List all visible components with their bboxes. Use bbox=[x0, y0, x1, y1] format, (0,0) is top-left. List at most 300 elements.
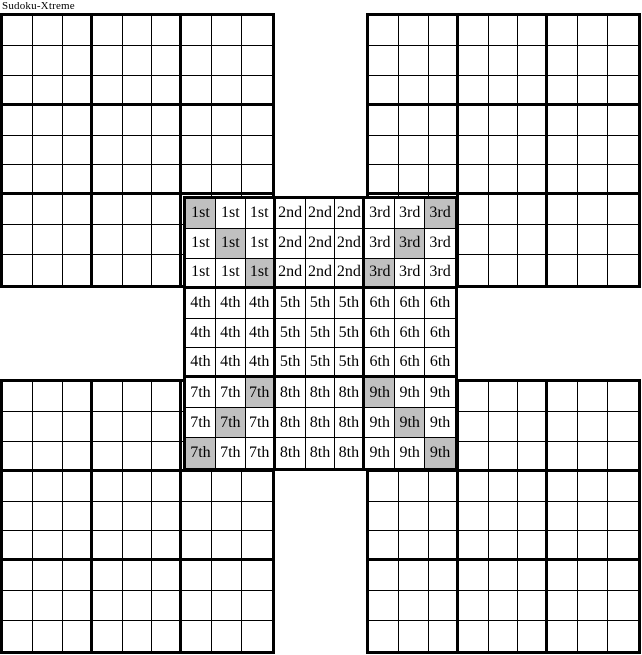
central-grid-cell-box-3[interactable]: 3rd bbox=[365, 229, 395, 259]
empty-puzzle-cell[interactable] bbox=[123, 106, 153, 136]
empty-puzzle-cell[interactable] bbox=[3, 621, 33, 651]
empty-puzzle-cell[interactable] bbox=[3, 46, 33, 76]
empty-puzzle-cell[interactable] bbox=[63, 106, 93, 136]
empty-puzzle-cell[interactable] bbox=[212, 46, 242, 76]
empty-puzzle-cell[interactable] bbox=[152, 502, 182, 532]
empty-puzzle-cell[interactable] bbox=[369, 561, 399, 591]
empty-puzzle-cell[interactable] bbox=[123, 531, 153, 561]
empty-puzzle-cell[interactable] bbox=[123, 76, 153, 106]
empty-puzzle-cell[interactable] bbox=[548, 76, 578, 106]
empty-puzzle-cell[interactable] bbox=[578, 195, 608, 225]
empty-puzzle-cell[interactable] bbox=[63, 16, 93, 46]
empty-puzzle-cell[interactable] bbox=[608, 255, 638, 285]
empty-puzzle-cell[interactable] bbox=[608, 106, 638, 136]
empty-puzzle-cell[interactable] bbox=[93, 472, 123, 502]
empty-puzzle-cell[interactable] bbox=[33, 136, 63, 166]
central-grid-cell-box-5[interactable]: 5th bbox=[276, 289, 306, 319]
empty-puzzle-cell[interactable] bbox=[182, 165, 212, 195]
central-grid-shaded-diagonal-cell[interactable]: 9th bbox=[365, 378, 395, 408]
empty-puzzle-cell[interactable] bbox=[242, 46, 272, 76]
empty-puzzle-cell[interactable] bbox=[459, 531, 489, 561]
empty-puzzle-cell[interactable] bbox=[489, 195, 519, 225]
central-grid-cell-box-5[interactable]: 5th bbox=[306, 289, 336, 319]
central-grid-cell-box-7[interactable]: 7th bbox=[246, 438, 276, 468]
empty-puzzle-cell[interactable] bbox=[489, 382, 519, 412]
empty-puzzle-cell[interactable] bbox=[33, 442, 63, 472]
empty-puzzle-cell[interactable] bbox=[152, 472, 182, 502]
empty-puzzle-cell[interactable] bbox=[608, 472, 638, 502]
empty-puzzle-cell[interactable] bbox=[3, 442, 33, 472]
empty-puzzle-cell[interactable] bbox=[242, 502, 272, 532]
central-grid-cell-box-8[interactable]: 8th bbox=[276, 408, 306, 438]
empty-puzzle-cell[interactable] bbox=[152, 412, 182, 442]
central-grid-shaded-diagonal-cell[interactable]: 3rd bbox=[425, 199, 455, 229]
central-grid-cell-box-6[interactable]: 6th bbox=[425, 289, 455, 319]
empty-puzzle-cell[interactable] bbox=[429, 531, 459, 561]
central-grid-shaded-diagonal-cell[interactable]: 7th bbox=[216, 408, 246, 438]
empty-puzzle-cell[interactable] bbox=[93, 46, 123, 76]
empty-puzzle-cell[interactable] bbox=[548, 382, 578, 412]
empty-puzzle-cell[interactable] bbox=[578, 76, 608, 106]
empty-puzzle-cell[interactable] bbox=[399, 591, 429, 621]
central-grid-shaded-diagonal-cell[interactable]: 9th bbox=[425, 438, 455, 468]
empty-puzzle-cell[interactable] bbox=[242, 106, 272, 136]
central-grid-cell-box-2[interactable]: 2nd bbox=[276, 259, 306, 289]
empty-puzzle-cell[interactable] bbox=[578, 561, 608, 591]
empty-puzzle-cell[interactable] bbox=[459, 502, 489, 532]
empty-puzzle-cell[interactable] bbox=[489, 412, 519, 442]
central-grid-cell-box-5[interactable]: 5th bbox=[335, 348, 365, 378]
empty-puzzle-cell[interactable] bbox=[152, 621, 182, 651]
empty-puzzle-cell[interactable] bbox=[33, 165, 63, 195]
central-grid-cell-box-8[interactable]: 8th bbox=[276, 378, 306, 408]
central-grid-shaded-diagonal-cell[interactable]: 7th bbox=[246, 378, 276, 408]
empty-puzzle-cell[interactable] bbox=[63, 442, 93, 472]
empty-puzzle-cell[interactable] bbox=[93, 165, 123, 195]
empty-puzzle-cell[interactable] bbox=[63, 255, 93, 285]
central-grid-cell-box-6[interactable]: 6th bbox=[365, 348, 395, 378]
empty-puzzle-cell[interactable] bbox=[578, 46, 608, 76]
empty-puzzle-cell[interactable] bbox=[33, 16, 63, 46]
empty-puzzle-cell[interactable] bbox=[518, 621, 548, 651]
empty-puzzle-cell[interactable] bbox=[152, 76, 182, 106]
empty-puzzle-cell[interactable] bbox=[152, 136, 182, 166]
empty-puzzle-cell[interactable] bbox=[548, 502, 578, 532]
empty-puzzle-cell[interactable] bbox=[608, 46, 638, 76]
empty-puzzle-cell[interactable] bbox=[3, 382, 33, 412]
empty-puzzle-cell[interactable] bbox=[399, 76, 429, 106]
empty-puzzle-cell[interactable] bbox=[578, 136, 608, 166]
empty-puzzle-cell[interactable] bbox=[369, 591, 399, 621]
empty-puzzle-cell[interactable] bbox=[608, 561, 638, 591]
empty-puzzle-cell[interactable] bbox=[608, 412, 638, 442]
empty-puzzle-cell[interactable] bbox=[93, 195, 123, 225]
central-grid-cell-box-1[interactable]: 1st bbox=[246, 229, 276, 259]
central-grid-cell-box-4[interactable]: 4th bbox=[246, 289, 276, 319]
empty-puzzle-cell[interactable] bbox=[33, 531, 63, 561]
central-grid-cell-box-9[interactable]: 9th bbox=[395, 378, 425, 408]
empty-puzzle-cell[interactable] bbox=[182, 136, 212, 166]
empty-puzzle-cell[interactable] bbox=[518, 16, 548, 46]
central-grid-cell-box-3[interactable]: 3rd bbox=[365, 199, 395, 229]
central-grid-cell-box-8[interactable]: 8th bbox=[335, 378, 365, 408]
empty-puzzle-cell[interactable] bbox=[242, 591, 272, 621]
empty-puzzle-cell[interactable] bbox=[369, 106, 399, 136]
empty-puzzle-cell[interactable] bbox=[489, 76, 519, 106]
central-grid-cell-box-2[interactable]: 2nd bbox=[306, 259, 336, 289]
empty-puzzle-cell[interactable] bbox=[518, 136, 548, 166]
empty-puzzle-cell[interactable] bbox=[459, 412, 489, 442]
central-grid-cell-box-5[interactable]: 5th bbox=[306, 319, 336, 349]
empty-puzzle-cell[interactable] bbox=[548, 225, 578, 255]
central-grid-cell-box-2[interactable]: 2nd bbox=[306, 199, 336, 229]
central-grid-cell-box-2[interactable]: 2nd bbox=[276, 229, 306, 259]
empty-puzzle-cell[interactable] bbox=[3, 225, 33, 255]
empty-puzzle-cell[interactable] bbox=[459, 16, 489, 46]
empty-puzzle-cell[interactable] bbox=[93, 136, 123, 166]
empty-puzzle-cell[interactable] bbox=[578, 472, 608, 502]
empty-puzzle-cell[interactable] bbox=[212, 76, 242, 106]
empty-puzzle-cell[interactable] bbox=[578, 621, 608, 651]
central-grid-cell-box-8[interactable]: 8th bbox=[306, 408, 336, 438]
empty-puzzle-cell[interactable] bbox=[399, 502, 429, 532]
central-grid-shaded-diagonal-cell[interactable]: 9th bbox=[395, 408, 425, 438]
empty-puzzle-cell[interactable] bbox=[33, 106, 63, 136]
empty-puzzle-cell[interactable] bbox=[459, 136, 489, 166]
empty-puzzle-cell[interactable] bbox=[242, 76, 272, 106]
empty-puzzle-cell[interactable] bbox=[608, 502, 638, 532]
empty-puzzle-cell[interactable] bbox=[33, 621, 63, 651]
central-grid-cell-box-9[interactable]: 9th bbox=[365, 438, 395, 468]
empty-puzzle-cell[interactable] bbox=[33, 412, 63, 442]
empty-puzzle-cell[interactable] bbox=[63, 561, 93, 591]
empty-puzzle-cell[interactable] bbox=[548, 412, 578, 442]
empty-puzzle-cell[interactable] bbox=[242, 561, 272, 591]
empty-puzzle-cell[interactable] bbox=[578, 412, 608, 442]
empty-puzzle-cell[interactable] bbox=[3, 106, 33, 136]
empty-puzzle-cell[interactable] bbox=[242, 472, 272, 502]
empty-puzzle-cell[interactable] bbox=[152, 531, 182, 561]
empty-puzzle-cell[interactable] bbox=[459, 442, 489, 472]
empty-puzzle-cell[interactable] bbox=[369, 46, 399, 76]
empty-puzzle-cell[interactable] bbox=[63, 531, 93, 561]
empty-puzzle-cell[interactable] bbox=[489, 561, 519, 591]
empty-puzzle-cell[interactable] bbox=[182, 531, 212, 561]
empty-puzzle-cell[interactable] bbox=[33, 225, 63, 255]
central-grid-cell-box-9[interactable]: 9th bbox=[425, 378, 455, 408]
empty-puzzle-cell[interactable] bbox=[3, 165, 33, 195]
empty-puzzle-cell[interactable] bbox=[518, 255, 548, 285]
empty-puzzle-cell[interactable] bbox=[63, 136, 93, 166]
empty-puzzle-cell[interactable] bbox=[3, 561, 33, 591]
empty-puzzle-cell[interactable] bbox=[608, 225, 638, 255]
empty-puzzle-cell[interactable] bbox=[578, 106, 608, 136]
empty-puzzle-cell[interactable] bbox=[518, 531, 548, 561]
central-grid-cell-box-4[interactable]: 4th bbox=[186, 319, 216, 349]
empty-puzzle-cell[interactable] bbox=[212, 591, 242, 621]
empty-puzzle-cell[interactable] bbox=[152, 46, 182, 76]
empty-puzzle-cell[interactable] bbox=[242, 621, 272, 651]
empty-puzzle-cell[interactable] bbox=[93, 502, 123, 532]
empty-puzzle-cell[interactable] bbox=[489, 16, 519, 46]
empty-puzzle-cell[interactable] bbox=[608, 76, 638, 106]
empty-puzzle-cell[interactable] bbox=[3, 531, 33, 561]
empty-puzzle-cell[interactable] bbox=[518, 472, 548, 502]
empty-puzzle-cell[interactable] bbox=[63, 76, 93, 106]
empty-puzzle-cell[interactable] bbox=[489, 472, 519, 502]
empty-puzzle-cell[interactable] bbox=[608, 16, 638, 46]
empty-puzzle-cell[interactable] bbox=[459, 621, 489, 651]
empty-puzzle-cell[interactable] bbox=[93, 16, 123, 46]
empty-puzzle-cell[interactable] bbox=[489, 106, 519, 136]
empty-puzzle-cell[interactable] bbox=[399, 531, 429, 561]
empty-puzzle-cell[interactable] bbox=[93, 382, 123, 412]
empty-puzzle-cell[interactable] bbox=[489, 591, 519, 621]
empty-puzzle-cell[interactable] bbox=[33, 591, 63, 621]
empty-puzzle-cell[interactable] bbox=[608, 195, 638, 225]
empty-puzzle-cell[interactable] bbox=[518, 46, 548, 76]
empty-puzzle-cell[interactable] bbox=[93, 531, 123, 561]
empty-puzzle-cell[interactable] bbox=[489, 502, 519, 532]
empty-puzzle-cell[interactable] bbox=[429, 106, 459, 136]
empty-puzzle-cell[interactable] bbox=[182, 561, 212, 591]
empty-puzzle-cell[interactable] bbox=[548, 106, 578, 136]
empty-puzzle-cell[interactable] bbox=[518, 76, 548, 106]
central-grid-cell-box-4[interactable]: 4th bbox=[216, 289, 246, 319]
empty-puzzle-cell[interactable] bbox=[152, 16, 182, 46]
central-grid-cell-box-7[interactable]: 7th bbox=[246, 408, 276, 438]
empty-puzzle-cell[interactable] bbox=[3, 76, 33, 106]
empty-puzzle-cell[interactable] bbox=[548, 531, 578, 561]
empty-puzzle-cell[interactable] bbox=[578, 16, 608, 46]
empty-puzzle-cell[interactable] bbox=[518, 225, 548, 255]
empty-puzzle-cell[interactable] bbox=[518, 382, 548, 412]
empty-puzzle-cell[interactable] bbox=[608, 382, 638, 412]
empty-puzzle-cell[interactable] bbox=[459, 591, 489, 621]
empty-puzzle-cell[interactable] bbox=[123, 136, 153, 166]
central-grid-cell-box-5[interactable]: 5th bbox=[335, 289, 365, 319]
empty-puzzle-cell[interactable] bbox=[3, 412, 33, 442]
empty-puzzle-cell[interactable] bbox=[489, 165, 519, 195]
empty-puzzle-cell[interactable] bbox=[429, 502, 459, 532]
empty-puzzle-cell[interactable] bbox=[3, 472, 33, 502]
empty-puzzle-cell[interactable] bbox=[33, 46, 63, 76]
empty-puzzle-cell[interactable] bbox=[429, 46, 459, 76]
empty-puzzle-cell[interactable] bbox=[399, 621, 429, 651]
empty-puzzle-cell[interactable] bbox=[489, 442, 519, 472]
central-grid-cell-box-9[interactable]: 9th bbox=[425, 408, 455, 438]
empty-puzzle-cell[interactable] bbox=[63, 472, 93, 502]
central-grid-cell-box-8[interactable]: 8th bbox=[306, 438, 336, 468]
central-grid-cell-box-6[interactable]: 6th bbox=[365, 289, 395, 319]
central-grid-cell-box-5[interactable]: 5th bbox=[335, 319, 365, 349]
empty-puzzle-cell[interactable] bbox=[548, 165, 578, 195]
empty-puzzle-cell[interactable] bbox=[123, 165, 153, 195]
empty-puzzle-cell[interactable] bbox=[369, 621, 399, 651]
empty-puzzle-cell[interactable] bbox=[459, 561, 489, 591]
empty-puzzle-cell[interactable] bbox=[63, 621, 93, 651]
central-grid-shaded-diagonal-cell[interactable]: 1st bbox=[216, 229, 246, 259]
empty-puzzle-cell[interactable] bbox=[459, 195, 489, 225]
empty-puzzle-cell[interactable] bbox=[399, 106, 429, 136]
empty-puzzle-cell[interactable] bbox=[33, 561, 63, 591]
empty-puzzle-cell[interactable] bbox=[63, 502, 93, 532]
empty-puzzle-cell[interactable] bbox=[63, 195, 93, 225]
empty-puzzle-cell[interactable] bbox=[518, 591, 548, 621]
empty-puzzle-cell[interactable] bbox=[123, 621, 153, 651]
central-grid-cell-box-2[interactable]: 2nd bbox=[335, 199, 365, 229]
empty-puzzle-cell[interactable] bbox=[63, 591, 93, 621]
empty-puzzle-cell[interactable] bbox=[182, 76, 212, 106]
empty-puzzle-cell[interactable] bbox=[152, 382, 182, 412]
empty-puzzle-cell[interactable] bbox=[33, 502, 63, 532]
empty-puzzle-cell[interactable] bbox=[399, 165, 429, 195]
central-grid-cell-box-3[interactable]: 3rd bbox=[395, 259, 425, 289]
empty-puzzle-cell[interactable] bbox=[429, 591, 459, 621]
empty-puzzle-cell[interactable] bbox=[518, 412, 548, 442]
empty-puzzle-cell[interactable] bbox=[399, 561, 429, 591]
central-grid-cell-box-7[interactable]: 7th bbox=[216, 438, 246, 468]
empty-puzzle-cell[interactable] bbox=[182, 472, 212, 502]
empty-puzzle-cell[interactable] bbox=[518, 106, 548, 136]
empty-puzzle-cell[interactable] bbox=[578, 225, 608, 255]
empty-puzzle-cell[interactable] bbox=[242, 16, 272, 46]
empty-puzzle-cell[interactable] bbox=[429, 472, 459, 502]
empty-puzzle-cell[interactable] bbox=[578, 502, 608, 532]
empty-puzzle-cell[interactable] bbox=[93, 442, 123, 472]
central-grid-cell-box-7[interactable]: 7th bbox=[186, 378, 216, 408]
empty-puzzle-cell[interactable] bbox=[429, 16, 459, 46]
empty-puzzle-cell[interactable] bbox=[608, 591, 638, 621]
empty-puzzle-cell[interactable] bbox=[182, 591, 212, 621]
empty-puzzle-cell[interactable] bbox=[429, 76, 459, 106]
empty-puzzle-cell[interactable] bbox=[123, 46, 153, 76]
empty-puzzle-cell[interactable] bbox=[548, 46, 578, 76]
empty-puzzle-cell[interactable] bbox=[608, 442, 638, 472]
empty-puzzle-cell[interactable] bbox=[123, 382, 153, 412]
empty-puzzle-cell[interactable] bbox=[93, 621, 123, 651]
empty-puzzle-cell[interactable] bbox=[548, 255, 578, 285]
central-grid-cell-box-7[interactable]: 7th bbox=[216, 378, 246, 408]
central-grid-cell-box-8[interactable]: 8th bbox=[276, 438, 306, 468]
empty-puzzle-cell[interactable] bbox=[3, 502, 33, 532]
empty-puzzle-cell[interactable] bbox=[63, 382, 93, 412]
central-grid-cell-box-2[interactable]: 2nd bbox=[335, 259, 365, 289]
empty-puzzle-cell[interactable] bbox=[578, 255, 608, 285]
empty-puzzle-cell[interactable] bbox=[489, 531, 519, 561]
empty-puzzle-cell[interactable] bbox=[578, 531, 608, 561]
central-grid-cell-box-1[interactable]: 1st bbox=[246, 199, 276, 229]
empty-puzzle-cell[interactable] bbox=[459, 165, 489, 195]
central-grid-cell-box-4[interactable]: 4th bbox=[216, 319, 246, 349]
empty-puzzle-cell[interactable] bbox=[578, 165, 608, 195]
empty-puzzle-cell[interactable] bbox=[429, 561, 459, 591]
empty-puzzle-cell[interactable] bbox=[548, 561, 578, 591]
empty-puzzle-cell[interactable] bbox=[489, 136, 519, 166]
empty-puzzle-cell[interactable] bbox=[152, 225, 182, 255]
central-grid-cell-box-6[interactable]: 6th bbox=[395, 348, 425, 378]
empty-puzzle-cell[interactable] bbox=[63, 225, 93, 255]
empty-puzzle-cell[interactable] bbox=[459, 472, 489, 502]
empty-puzzle-cell[interactable] bbox=[3, 591, 33, 621]
empty-puzzle-cell[interactable] bbox=[182, 46, 212, 76]
central-grid-cell-box-6[interactable]: 6th bbox=[395, 289, 425, 319]
central-grid-cell-box-3[interactable]: 3rd bbox=[425, 229, 455, 259]
central-grid-shaded-diagonal-cell[interactable]: 3rd bbox=[365, 259, 395, 289]
empty-puzzle-cell[interactable] bbox=[608, 136, 638, 166]
empty-puzzle-cell[interactable] bbox=[123, 255, 153, 285]
empty-puzzle-cell[interactable] bbox=[93, 561, 123, 591]
empty-puzzle-cell[interactable] bbox=[3, 136, 33, 166]
empty-puzzle-cell[interactable] bbox=[3, 16, 33, 46]
empty-puzzle-cell[interactable] bbox=[399, 472, 429, 502]
central-grid-shaded-diagonal-cell[interactable]: 7th bbox=[186, 438, 216, 468]
empty-puzzle-cell[interactable] bbox=[429, 621, 459, 651]
empty-puzzle-cell[interactable] bbox=[152, 106, 182, 136]
empty-puzzle-cell[interactable] bbox=[518, 442, 548, 472]
empty-puzzle-cell[interactable] bbox=[578, 591, 608, 621]
empty-puzzle-cell[interactable] bbox=[518, 561, 548, 591]
empty-puzzle-cell[interactable] bbox=[212, 165, 242, 195]
empty-puzzle-cell[interactable] bbox=[182, 502, 212, 532]
empty-puzzle-cell[interactable] bbox=[152, 195, 182, 225]
central-grid-cell-box-8[interactable]: 8th bbox=[335, 408, 365, 438]
empty-puzzle-cell[interactable] bbox=[242, 531, 272, 561]
empty-puzzle-cell[interactable] bbox=[369, 165, 399, 195]
central-grid-cell-box-1[interactable]: 1st bbox=[216, 259, 246, 289]
empty-puzzle-cell[interactable] bbox=[63, 412, 93, 442]
empty-puzzle-cell[interactable] bbox=[3, 195, 33, 225]
empty-puzzle-cell[interactable] bbox=[152, 255, 182, 285]
empty-puzzle-cell[interactable] bbox=[152, 165, 182, 195]
empty-puzzle-cell[interactable] bbox=[399, 46, 429, 76]
empty-puzzle-cell[interactable] bbox=[63, 165, 93, 195]
central-grid-cell-box-2[interactable]: 2nd bbox=[335, 229, 365, 259]
empty-puzzle-cell[interactable] bbox=[518, 195, 548, 225]
empty-puzzle-cell[interactable] bbox=[459, 76, 489, 106]
central-grid-cell-box-1[interactable]: 1st bbox=[186, 259, 216, 289]
central-grid-cell-box-5[interactable]: 5th bbox=[306, 348, 336, 378]
empty-puzzle-cell[interactable] bbox=[123, 412, 153, 442]
central-grid-cell-box-6[interactable]: 6th bbox=[395, 319, 425, 349]
empty-puzzle-cell[interactable] bbox=[369, 472, 399, 502]
empty-puzzle-cell[interactable] bbox=[212, 621, 242, 651]
empty-puzzle-cell[interactable] bbox=[548, 621, 578, 651]
central-grid-cell-box-5[interactable]: 5th bbox=[276, 348, 306, 378]
empty-puzzle-cell[interactable] bbox=[123, 472, 153, 502]
empty-puzzle-cell[interactable] bbox=[608, 165, 638, 195]
central-grid-cell-box-4[interactable]: 4th bbox=[186, 289, 216, 319]
empty-puzzle-cell[interactable] bbox=[369, 136, 399, 166]
empty-puzzle-cell[interactable] bbox=[489, 255, 519, 285]
empty-puzzle-cell[interactable] bbox=[548, 591, 578, 621]
central-grid-cell-box-7[interactable]: 7th bbox=[186, 408, 216, 438]
empty-puzzle-cell[interactable] bbox=[63, 46, 93, 76]
empty-puzzle-cell[interactable] bbox=[123, 502, 153, 532]
empty-puzzle-cell[interactable] bbox=[399, 16, 429, 46]
empty-puzzle-cell[interactable] bbox=[518, 165, 548, 195]
central-grid-shaded-diagonal-cell[interactable]: 1st bbox=[186, 199, 216, 229]
empty-puzzle-cell[interactable] bbox=[548, 442, 578, 472]
empty-puzzle-cell[interactable] bbox=[578, 442, 608, 472]
empty-puzzle-cell[interactable] bbox=[93, 591, 123, 621]
empty-puzzle-cell[interactable] bbox=[429, 165, 459, 195]
empty-puzzle-cell[interactable] bbox=[212, 16, 242, 46]
empty-puzzle-cell[interactable] bbox=[489, 46, 519, 76]
empty-puzzle-cell[interactable] bbox=[578, 382, 608, 412]
empty-puzzle-cell[interactable] bbox=[33, 76, 63, 106]
central-grid-cell-box-6[interactable]: 6th bbox=[425, 319, 455, 349]
